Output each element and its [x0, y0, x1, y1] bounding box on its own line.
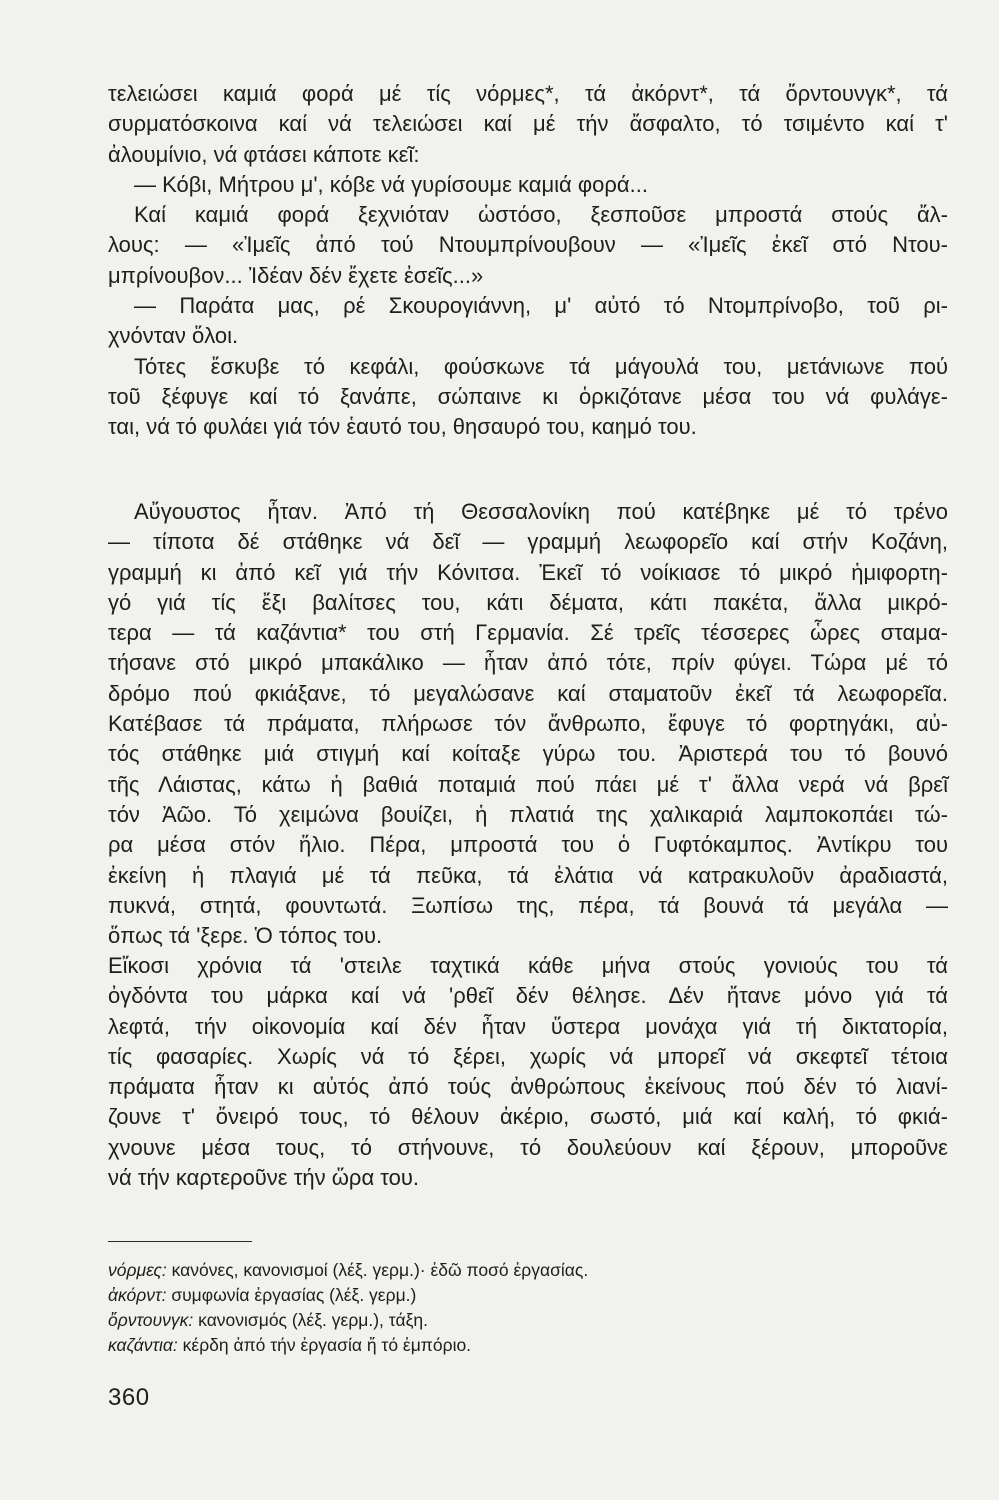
footnote-definition: συμφωνία ἐργασίας (λέξ. γερμ.) [171, 1285, 417, 1305]
text-line: νά τήν καρτεροῦνε τήν ὥρα του. [108, 1165, 420, 1191]
text-line: — Κόβι, Μήτρου μ', κόβε νά γυρίσουμε καμιά φορά... [134, 171, 648, 197]
page-number: 360 [108, 1384, 150, 1411]
text-line: ται, νά τό φυλάει γιά τόν ἑαυτό του, θησαυρό του, καημό του. [108, 414, 697, 440]
text-line: Αὔγουστος ἦταν. Ἀπό τή Θεσσαλονίκη πού κατέβηκε μέ τό τρένο [134, 499, 948, 524]
text-line: Κατέβασε τά πράματα, πλήρωσε τόν ἄνθρωπο, ἔφυγε τό φορτηγάκι, αὐ- [108, 711, 948, 737]
text-line: τοῦ ξέφυγε καί τό ξανάπε, σώπαινε κι ὁρκιζότανε μέσα του νά φυλάγε- [108, 383, 948, 409]
footnote-item [108, 1258, 928, 1283]
footnote-definition: κανόνες, κανονισμοί (λέξ. γερμ.)· ἐδῶ ποσό ἐργασίας. [171, 1260, 589, 1280]
text-line: ὅπως τά 'ξερε. Ὁ τόπος του. [108, 923, 383, 949]
text-line: ὀγδόντα του μάρκα καί νά 'ρθεῖ δέν θέλησε. Δέν ἤτανε μόνο γιά τά [108, 983, 948, 1009]
text-line: Εἴκοσι χρόνια τά 'στειλε ταχτικά κάθε μήνα στούς γονιούς του τά [108, 953, 948, 978]
text-line: Καί καμιά φορά ξεχνιόταν ὡστόσο, ξεσποῦσε μπροστά στούς ἄλ- [134, 202, 948, 228]
text-line: — τίποτα δέ στάθηκε νά δεῖ — γραμμή λεωφορεῖο καί στήν Κοζάνη, [108, 529, 948, 555]
footnote-item [108, 1283, 928, 1308]
paragraph-block-1 [108, 79, 948, 443]
paragraph-block-3 [108, 951, 948, 1193]
text-line: — Παράτα μας, ρέ Σκουρογιάννη, μ' αὐτό τό Ντομπρίνοβο, τοῦ ρι- [134, 293, 948, 319]
text-line: πράματα ἦταν κι αὐτός ἀπό τούς ἀνθρώπους ἐκείνους πού δέν τό λιανί- [108, 1074, 948, 1100]
text-line: χνόνταν ὅλοι. [108, 323, 239, 349]
footnote-item [108, 1333, 928, 1358]
text-line: Τότες ἔσκυβε τό κεφάλι, φούσκωνε τά μάγουλά του, μετάνιωνε πού [134, 353, 948, 379]
text-line: δρόμο πού φκιάξανε, τό μεγαλώσανε καί σταματοῦν ἐκεῖ τά λεωφορεῖα. [108, 680, 948, 706]
text-line: τόν Ἀῶο. Τό χειμώνα βουίζει, ἡ πλατιά της χαλικαριά λαμποκοπάει τώ- [108, 801, 948, 827]
footnote-term: καζάντια: [108, 1335, 178, 1355]
text-line: τίς φασαρίες. Χωρίς νά τό ξέρει, χωρίς νά μπορεῖ νά σκεφτεῖ τέτοια [108, 1043, 948, 1069]
text-line: ἀλουμίνιο, νά φτάσει κάποτε κεῖ: [108, 141, 420, 167]
footnote-definition: κέρδη ἀπό τήν ἐργασία ἤ τό ἐμπόριο. [182, 1335, 472, 1355]
text-line: πυκνά, στητά, φουντωτά. Ξωπίσω της, πέρα, τά βουνά τά μεγάλα — [108, 892, 948, 918]
footnote-term: ἀκόρντ: [108, 1285, 167, 1305]
text-line: συρματόσκοινα καί νά τελειώσει καί μέ τήν ἄσφαλτο, τό τσιμέντο καί τ' [108, 111, 948, 137]
text-line: γό γιά τίς ἔξι βαλίτσες του, κάτι δέματα, κάτι πακέτα, ἄλλα μικρό- [108, 589, 948, 615]
footnote-definition: κανονισμός (λέξ. γερμ.), τάξη. [198, 1310, 428, 1330]
footnote-term: νόρμες: [108, 1260, 167, 1280]
text-line: ζουνε τ' ὄνειρό τους, τό θέλουν ἀκέριο, σωστό, μιά καί καλή, τό φκιά- [108, 1104, 948, 1130]
text-line: μπρίνουβον... Ἰδέαν δέν ἔχετε ἐσεῖς...» [108, 262, 484, 288]
text-line: ρα μέσα στόν ἥλιο. Πέρα, μπροστά του ὁ Γυφτόκαμπος. Ἀντίκρυ του [108, 832, 948, 858]
text-line: λεφτά, τήν οἰκονομία καί δέν ἦταν ὕστερα μονάχα γιά τή δικτατορία, [108, 1013, 948, 1039]
paragraph-block-2 [108, 497, 948, 951]
footnote-divider [108, 1241, 252, 1242]
text-line: τελειώσει καμιά φορά μέ τίς νόρμες*, τά ἀκόρντ*, τά ὄρντουνγκ*, τά [108, 81, 948, 106]
footnote-item [108, 1308, 928, 1333]
text-line: τερα — τά καζάντια* του στή Γερμανία. Σέ τρεῖς τέσσερες ὧρες σταμα- [108, 620, 948, 646]
text-line: τός στάθηκε μιά στιγμή καί κοίταξε γύρω του. Ἀριστερά του τό βουνό [108, 741, 948, 767]
text-line: γραμμή κι ἀπό κεῖ γιά τήν Κόνιτσα. Ἐκεῖ τό νοίκιασε τό μικρό ἡμιφορτη- [108, 559, 948, 585]
footnotes [108, 1258, 928, 1358]
text-line: χνουνε μέσα τους, τό στήνουνε, τό δουλεύουν καί ξέρουν, μποροῦνε [108, 1134, 948, 1160]
text-line: τήσανε στό μικρό μπακάλικο — ἦταν ἀπό τότε, πρίν φύγει. Τώρα μέ τό [108, 650, 948, 676]
text-line: τῆς Λάιστας, κάτω ἡ βαθιά ποταμιά πού πάει μέ τ' ἄλλα νερά νά βρεῖ [108, 771, 948, 797]
text-line: ἐκείνη ἡ πλαγιά μέ τά πεῦκα, τά ἐλάτια νά κατρακυλοῦν ἀραδιαστά, [108, 862, 948, 888]
footnote-term: ὄρντουνγκ: [108, 1310, 194, 1330]
text-line: λους: — «Ἰμεῖς ἀπό τού Ντουμπρίνουβουν — «Ἰμεῖς ἐκεῖ στό Ντου- [108, 232, 948, 258]
